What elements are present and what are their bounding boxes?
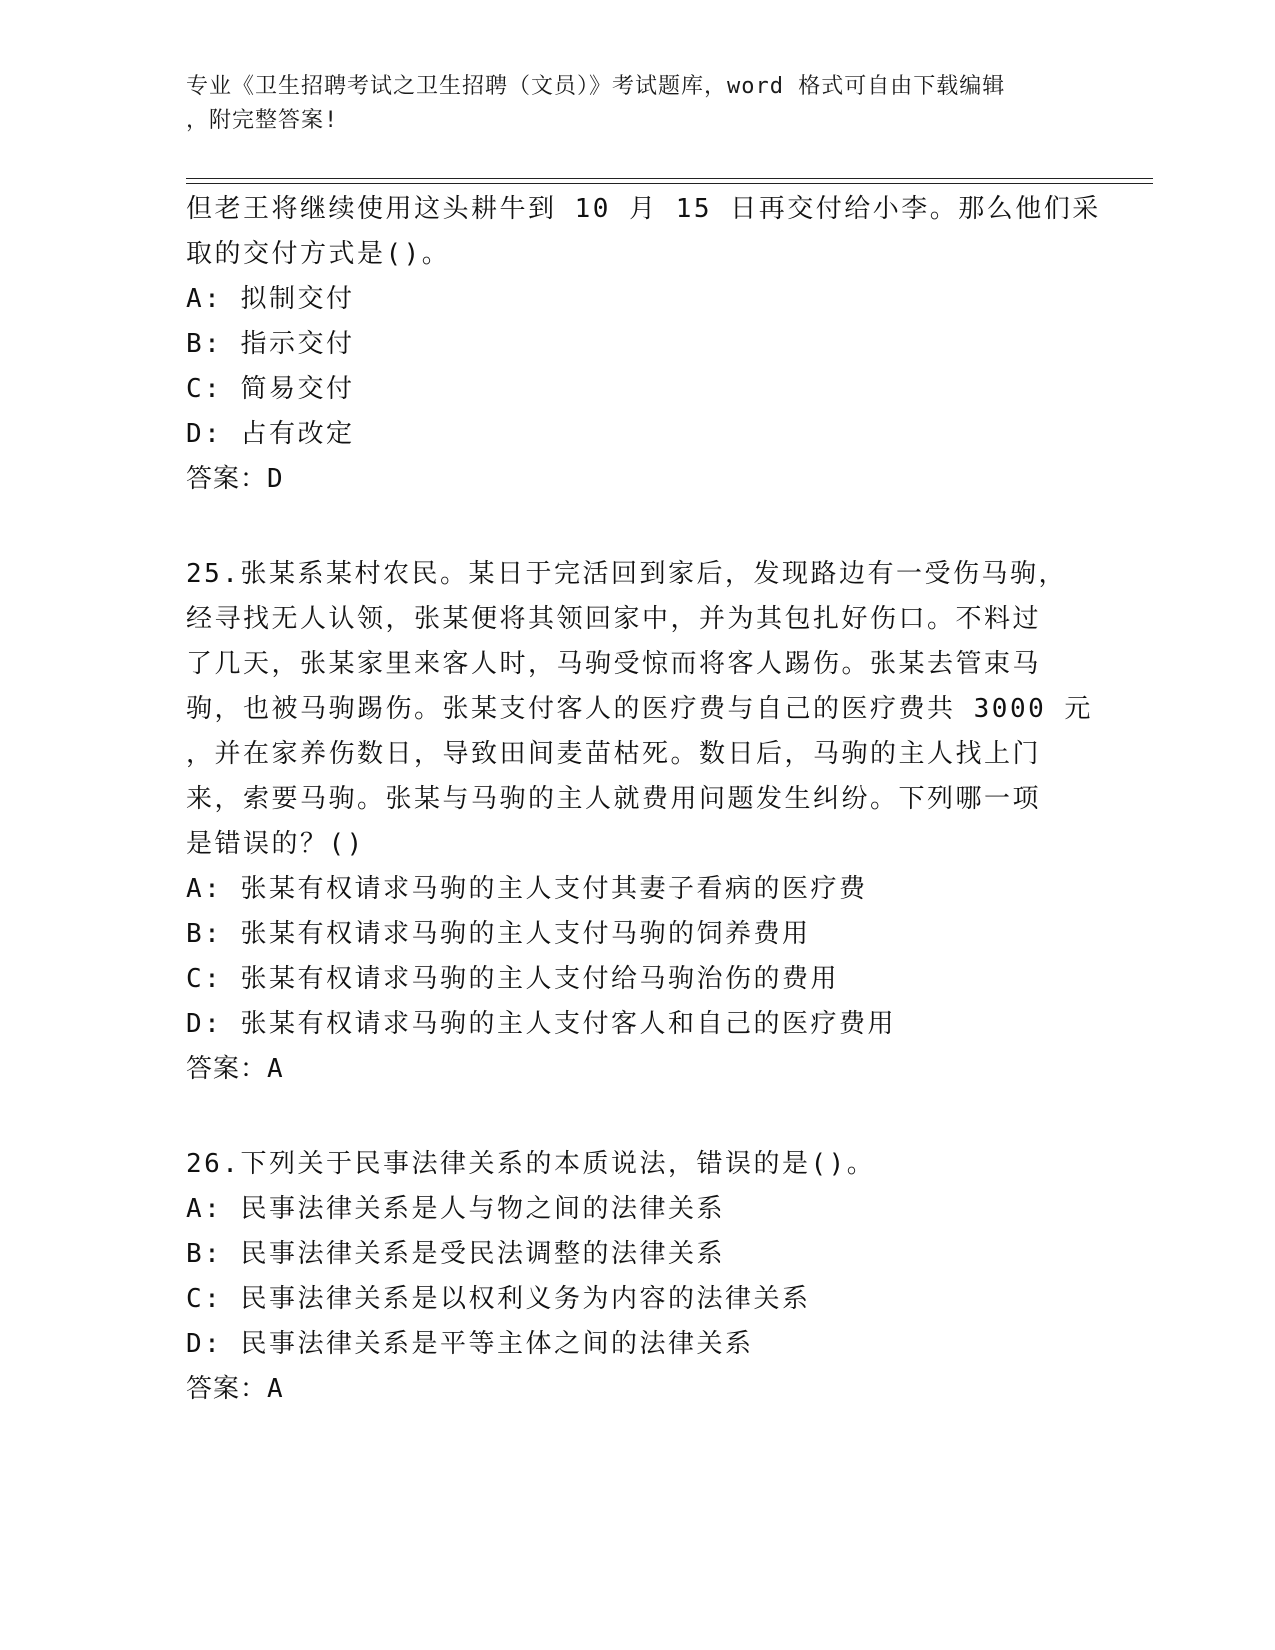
option-c: C: 简易交付 (186, 374, 355, 404)
question-content (186, 187, 1101, 1412)
option-c: C: 张某有权请求马驹的主人支付给马驹治伤的费用 (186, 964, 839, 994)
option-b: B: 张某有权请求马驹的主人支付马驹的饲养费用 (186, 919, 811, 949)
question-text-line: 取的交付方式是()。 (186, 239, 451, 269)
question-text-line: 了几天，张某家里来客人时，马驹受惊而将客人踢伤。张某去管束马 (186, 649, 1042, 679)
answer-line (186, 1047, 1086, 1092)
question-26 (186, 1142, 1086, 1412)
option-c: C: 民事法律关系是以权利义务为内容的法律关系 (186, 1284, 811, 1314)
option-d: D: 占有改定 (186, 419, 355, 449)
question-25 (186, 552, 1093, 1092)
header-divider-bottom (186, 183, 1153, 184)
option-d: D: 张某有权请求马驹的主人支付客人和自己的医疗费用 (186, 1009, 896, 1039)
question-24 (186, 187, 1101, 502)
answer-value: A (267, 1054, 284, 1084)
answer-label: 答案： (186, 1374, 268, 1404)
question-text-line: 驹，也被马驹踢伤。张某支付客人的医疗费与自己的医疗费共 3000 元 (186, 694, 1093, 724)
option-b: B: 民事法律关系是受民法调整的法律关系 (186, 1239, 725, 1269)
option-a: A: 拟制交付 (186, 284, 355, 314)
option-a: A: 张某有权请求马驹的主人支付其妻子看病的医疗费 (186, 874, 868, 904)
question-text-line: 26.下列关于民事法律关系的本质说法，错误的是()。 (186, 1149, 876, 1179)
question-text-line: 来，索要马驹。张某与马驹的主人就费用问题发生纠纷。下列哪一项 (186, 784, 1042, 814)
answer-value: D (267, 464, 284, 494)
question-text-line: 是错误的？() (186, 829, 365, 859)
option-a: A: 民事法律关系是人与物之间的法律关系 (186, 1194, 725, 1224)
answer-line (186, 1367, 1086, 1412)
option-d: D: 民事法律关系是平等主体之间的法律关系 (186, 1329, 754, 1359)
answer-value: A (267, 1374, 284, 1404)
option-b: B: 指示交付 (186, 329, 355, 359)
answer-label: 答案： (186, 1054, 268, 1084)
question-text-line: ，并在家养伤数日，导致田间麦苗枯死。数日后，马驹的主人找上门 (186, 739, 1042, 769)
answer-label: 答案： (186, 464, 268, 494)
answer-line (186, 457, 1086, 502)
header-line-1: 专业《卫生招聘考试之卫生招聘（文员）》考试题库，word 格式可自由下载编辑 (186, 74, 1006, 99)
question-text-line: 25.张某系某村农民。某日于完活回到家后，发现路边有一受伤马驹， (186, 559, 1067, 589)
question-text-line: 经寻找无人认领，张某便将其领回家中，并为其包扎好伤口。不料过 (186, 604, 1042, 634)
header-divider-top (186, 178, 1153, 179)
page-header (186, 70, 1066, 138)
question-text-line: 但老王将继续使用这头耕牛到 10 月 15 日再交付给小李。那么他们采 (186, 194, 1101, 224)
header-line-2: ，附完整答案! (186, 108, 339, 133)
